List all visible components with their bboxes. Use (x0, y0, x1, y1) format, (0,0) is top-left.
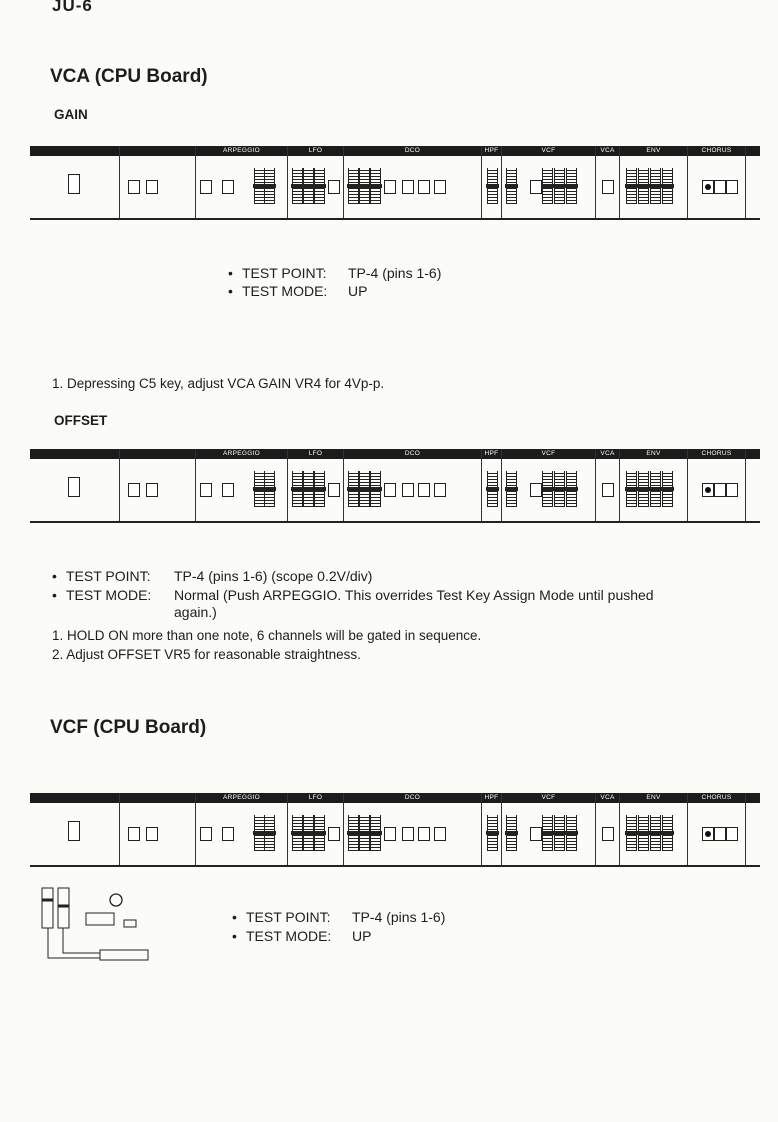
panel-slider (554, 471, 565, 507)
panel-section (482, 146, 502, 218)
panel-slider (662, 168, 673, 204)
page-header: JU-6 (52, 0, 93, 15)
panel-section (288, 793, 344, 865)
gain-step-1: 1. Depressing C5 key, adjust VCA GAIN VR4 for 4Vp-p. (52, 376, 385, 391)
panel-section (596, 793, 620, 865)
panel-section (344, 146, 482, 218)
panel-button (418, 180, 430, 194)
panel-section (688, 449, 746, 521)
panel-button (146, 827, 158, 841)
panel-slider (650, 168, 661, 204)
vcf-test-point (232, 908, 445, 926)
test-point-value: TP-4 (pins 1-6) (scope 0.2V/div) (174, 568, 373, 584)
offset-test-mode-cont: again.) (174, 604, 217, 620)
panel-section-label: VCA (600, 147, 615, 154)
panel-section (196, 146, 288, 218)
transpose-area (120, 146, 196, 218)
panel-button (530, 180, 542, 194)
panel-button (714, 483, 726, 497)
offset-test-mode (52, 586, 654, 604)
panel-section (196, 449, 288, 521)
panel-button (328, 483, 340, 497)
panel-section-label: DCO (404, 794, 421, 801)
panel-section (502, 146, 596, 218)
panel-section-label: LFO (308, 147, 323, 154)
panel-button (328, 827, 340, 841)
panel-section (344, 449, 482, 521)
panel-button (602, 827, 614, 841)
panel-button (402, 827, 414, 841)
power-switch (68, 174, 80, 194)
transpose-area (120, 449, 196, 521)
panel-section-label: ARPEGGIO (222, 147, 261, 154)
panel-button (128, 483, 140, 497)
test-point-label: TEST POINT: (246, 909, 331, 925)
panel-slider (554, 168, 565, 204)
panel-section (688, 146, 746, 218)
panel-button (222, 180, 234, 194)
vca-section-title: VCA (CPU Board) (50, 66, 208, 87)
panel-button (602, 483, 614, 497)
bullet-dot: • (228, 283, 233, 299)
transpose-area (120, 793, 196, 865)
panel-slider (566, 471, 577, 507)
panel-slider (487, 471, 498, 507)
panel-slider (626, 471, 637, 507)
panel-button (200, 827, 212, 841)
panel-button (702, 180, 714, 194)
panel-button (222, 483, 234, 497)
panel-section-label: VCA (600, 794, 615, 801)
panel-section-label: HPF (484, 794, 499, 801)
panel-section (344, 793, 482, 865)
gain-test-point (228, 264, 441, 282)
panel-section-label: CHORUS (701, 794, 732, 801)
panel-button (530, 827, 542, 841)
panel-section-label: DCO (404, 450, 421, 457)
panel-slider (542, 471, 553, 507)
power-switch (68, 477, 80, 497)
panel-slider (638, 168, 649, 204)
panel-section (482, 449, 502, 521)
panel-slider (370, 168, 381, 204)
panel-slider (487, 815, 498, 851)
panel-slider (314, 815, 325, 851)
volume-knob (110, 894, 122, 906)
panel-button (128, 827, 140, 841)
panel-button (146, 483, 158, 497)
panel-section (620, 146, 688, 218)
panel-button (434, 483, 446, 497)
panel-section (620, 793, 688, 865)
panel-section-label: HPF (484, 450, 499, 457)
panel-section (596, 146, 620, 218)
panel-slider (650, 815, 661, 851)
panel-section-label: ARPEGGIO (222, 794, 261, 801)
panel-button (702, 827, 714, 841)
panel-button (602, 180, 614, 194)
panel-button (146, 180, 158, 194)
panel-section (502, 793, 596, 865)
panel-slider (506, 815, 517, 851)
panel-button (714, 827, 726, 841)
panel-button (384, 827, 396, 841)
test-point-value: TP-4 (pins 1-6) (348, 265, 442, 281)
panel-section (502, 449, 596, 521)
panel-slider (264, 471, 275, 507)
panel-button (128, 180, 140, 194)
panel-slider (650, 471, 661, 507)
panel-section-label: CHORUS (701, 450, 732, 457)
test-mode-label: TEST MODE: (246, 928, 332, 944)
test-mode-label: TEST MODE: (242, 283, 328, 299)
panel-button (200, 483, 212, 497)
offset-step-1: 1. HOLD ON more than one note, 6 channels will be gated in sequence. (52, 628, 482, 643)
front-panel-diagram-gain (30, 146, 760, 220)
front-panel-diagram-offset (30, 449, 760, 523)
vcf-test-mode (232, 927, 371, 945)
panel-section-label: DCO (404, 147, 421, 154)
panel-section-label: ARPEGGIO (222, 450, 261, 457)
panel-section-label: HPF (484, 147, 499, 154)
panel-button (702, 483, 714, 497)
panel-slider (314, 471, 325, 507)
panel-section (688, 793, 746, 865)
panel-button (434, 180, 446, 194)
panel-button (384, 483, 396, 497)
panel-slider (638, 471, 649, 507)
panel-button (402, 483, 414, 497)
panel-section (288, 146, 344, 218)
panel-section (482, 793, 502, 865)
panel-button (384, 180, 396, 194)
bullet-dot: • (52, 568, 57, 584)
panel-button (434, 827, 446, 841)
panel-section (196, 793, 288, 865)
panel-button (726, 180, 738, 194)
bullet-dot: • (232, 928, 237, 944)
panel-slider (487, 168, 498, 204)
panel-slider (542, 815, 553, 851)
panel-section-label: CHORUS (701, 147, 732, 154)
bullet-dot: • (52, 587, 57, 603)
bullet-dot: • (232, 909, 237, 925)
gain-subtitle: GAIN (54, 107, 88, 122)
panel-button (200, 180, 212, 194)
offset-subtitle: OFFSET (54, 413, 108, 428)
offset-test-point (52, 567, 372, 585)
panel-button (714, 180, 726, 194)
panel-slider (626, 815, 637, 851)
panel-slider (626, 168, 637, 204)
panel-slider (264, 815, 275, 851)
panel-section-label: LFO (308, 794, 323, 801)
panel-section-label: VCF (541, 450, 556, 457)
panel-slider (370, 815, 381, 851)
panel-section-label: ENV (646, 147, 661, 154)
panel-section-label: ENV (646, 450, 661, 457)
test-mode-value: UP (348, 283, 368, 299)
vcf-section-title: VCF (CPU Board) (50, 717, 207, 738)
panel-slider (506, 168, 517, 204)
panel-section-label: LFO (308, 450, 323, 457)
test-mode-value: Normal (Push ARPEGGIO. This overrides Test Key Assign Mode until pushed (174, 587, 654, 603)
panel-button (418, 827, 430, 841)
panel-slider (566, 815, 577, 851)
gain-test-mode (228, 282, 367, 300)
panel-slider (662, 815, 673, 851)
panel-button (726, 483, 738, 497)
panel-slider (542, 168, 553, 204)
bender-lfo-diagram (38, 880, 158, 975)
power-area (30, 793, 120, 865)
panel-section-label: VCA (600, 450, 615, 457)
panel-slider (554, 815, 565, 851)
test-point-label: TEST POINT: (242, 265, 327, 281)
panel-section (596, 449, 620, 521)
panel-slider (264, 168, 275, 204)
panel-section-label: VCF (541, 794, 556, 801)
panel-section-label: ENV (646, 794, 661, 801)
panel-button (328, 180, 340, 194)
test-point-label: TEST POINT: (66, 568, 151, 584)
panel-section (288, 449, 344, 521)
power-area (30, 449, 120, 521)
panel-slider (314, 168, 325, 204)
panel-section (620, 449, 688, 521)
panel-slider (370, 471, 381, 507)
panel-button (418, 483, 430, 497)
test-point-value: TP-4 (pins 1-6) (352, 909, 446, 925)
panel-slider (566, 168, 577, 204)
panel-button (402, 180, 414, 194)
front-panel-diagram-vcf (30, 793, 760, 867)
power-switch (68, 821, 80, 841)
panel-section-label: VCF (541, 147, 556, 154)
bullet-dot: • (228, 265, 233, 281)
panel-button (530, 483, 542, 497)
offset-step-2: 2. Adjust OFFSET VR5 for reasonable straightness. (52, 647, 361, 662)
panel-slider (506, 471, 517, 507)
test-mode-value: UP (352, 928, 372, 944)
panel-button (726, 827, 738, 841)
power-area (30, 146, 120, 218)
panel-slider (662, 471, 673, 507)
test-mode-label: TEST MODE: (66, 587, 152, 603)
panel-button (222, 827, 234, 841)
panel-slider (638, 815, 649, 851)
